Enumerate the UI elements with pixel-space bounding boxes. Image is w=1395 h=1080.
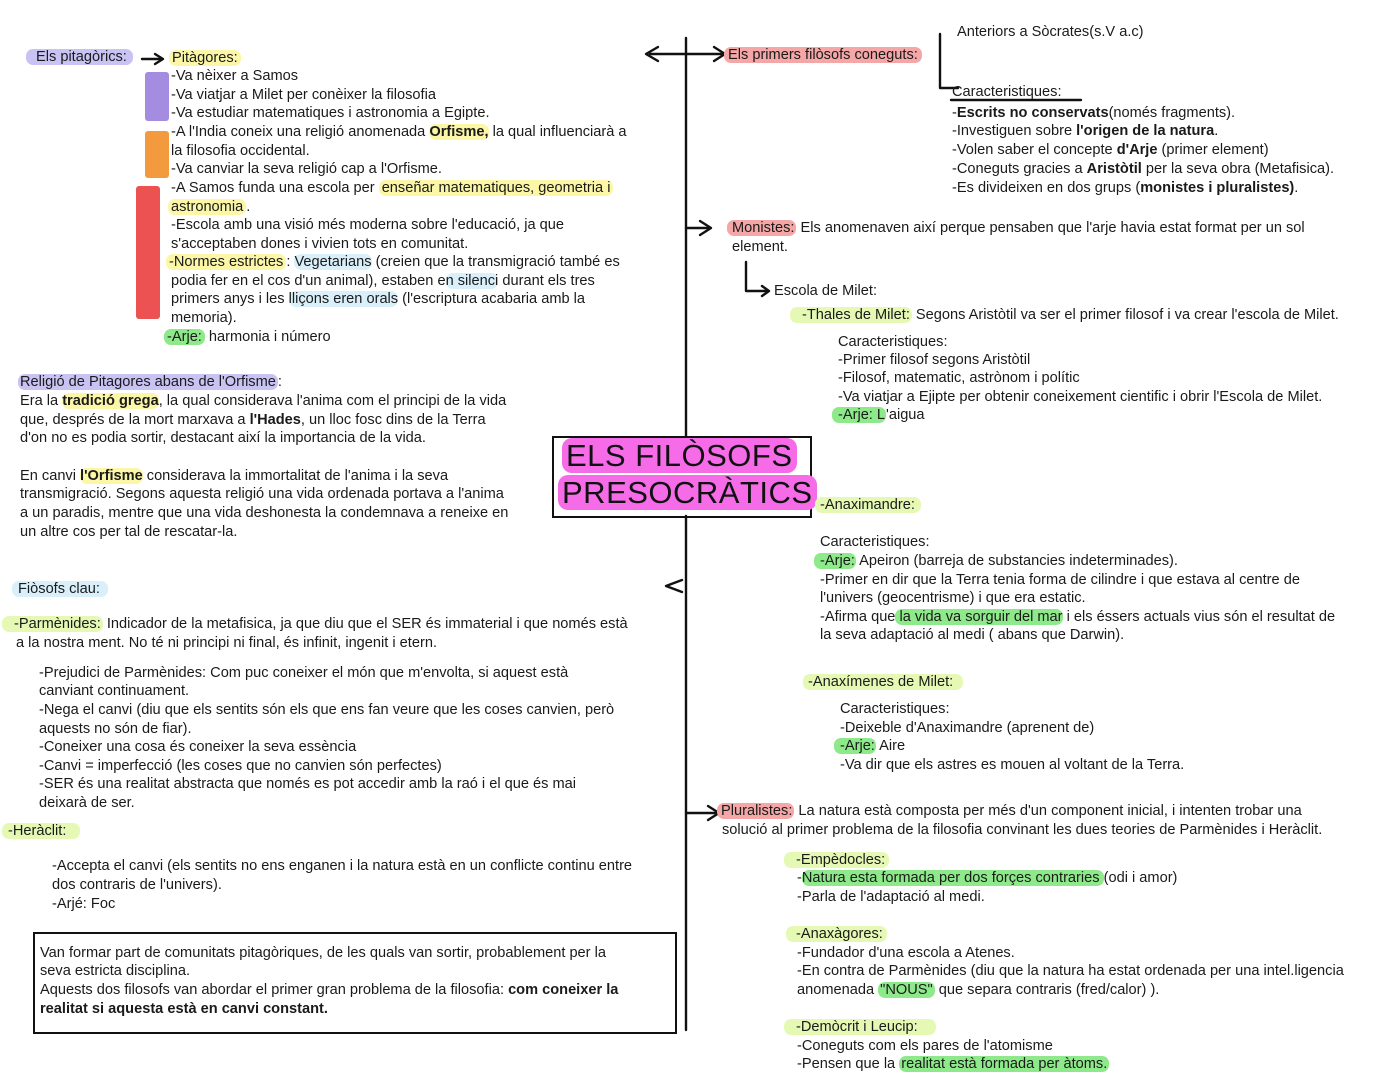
parmenides-p2: canviant continuament. <box>39 683 190 699</box>
note-l4: realitat si aquesta està en canvi constant. <box>40 1001 328 1017</box>
anaxagores-x2: -En contra de Parmènides (diu que la natura ha estat ordenada per una intel.ligencia <box>797 963 1344 979</box>
parmenides-p1: -Prejudici de Parmènides: Com puc coneixer el món que m'envolta, si aquest està <box>39 665 569 681</box>
parmenides-p4: aquests no són de fiar). <box>39 721 192 737</box>
religio-heading: Religió de Pitagores abans de l'Orfisme : <box>20 374 282 390</box>
empedocles-label: -Empèdocles: <box>784 851 889 870</box>
democrit-label: -Demòcrit i Leucip: <box>784 1018 936 1037</box>
religio-p2-l4: un altre cos per tal de rescatar-la. <box>20 524 238 540</box>
pitagores-l6: -Va canviar la seva religió cap a l'Orfisme. <box>171 161 442 177</box>
note-l1: Van formar part de comunitats pitagòriques, de les quals van sortir, probablement per la <box>40 945 606 961</box>
primers-anteriors: Anteriors a Sòcrates(s.V a.c) <box>957 24 1144 40</box>
parmenides-l2: a la nostra ment. No té ni principi ni final, és infinit, ingenit i etern. <box>16 635 438 651</box>
primers-c3: -Volen saber el concepte d'Arje (primer element) <box>952 142 1269 158</box>
pitagores-l7: -A Samos funda una escola per enseñar matematiques, geometria i <box>171 179 613 198</box>
parmenides-p3: -Nega el canvi (diu que els sentits són els que ens fan veure que les coses canvien, però <box>39 702 615 718</box>
anaximenes-label: -Anaxímenes de Milet: <box>803 673 963 692</box>
primers-caract: Caracteristiques: <box>952 84 1062 100</box>
religio-p1-l3: d'on no es podia sortir, destacant així la importancia de la vida. <box>20 430 426 446</box>
anaximenes-car: Caracteristiques: <box>840 701 950 717</box>
parmenides-l1: -Parmènides: Indicador de la metafisica, ja que diu que el SER és immaterial i que només està <box>2 615 628 634</box>
pitagores-l8: astronomia . <box>168 198 250 217</box>
parmenides-p8: deixarà de ser. <box>39 795 135 811</box>
thales-arje: -Arje: L'aigua <box>832 406 925 425</box>
escola-milet: Escola de Milet: <box>774 283 878 299</box>
pluralistes-l2: solució al primer problema de la filosofia convinant les dues teories de Parmènides i Heràclit. <box>722 822 1323 838</box>
pitagores-l14: memoria). <box>171 310 237 326</box>
heraclit-label: -Heràclit: <box>2 822 80 841</box>
primers-c5: -Es divideixen en dos grups (monistes i pluralistes). <box>952 180 1299 196</box>
parmenides-p7: -SER és una realitat abstracta que només es pot accedir amb la raó i el que és mai <box>39 776 577 792</box>
pitagores-l5: la filosofia occidental. <box>171 143 310 159</box>
pitagores-arje: -Arje: harmonia i número <box>164 328 331 347</box>
anaximandre-car: Caracteristiques: <box>820 534 930 550</box>
anaximandre-label: -Anaximandre: <box>815 496 921 515</box>
pitagores-l3: -Va estudiar matematiques i astronomia a Egipte. <box>171 105 490 121</box>
anaximandre-a4: la seva adaptació al medi ( abans que Darwin). <box>820 627 1125 643</box>
title-line-2: PRESOCRÀTICS <box>558 476 817 510</box>
parmenides-p6: -Canvi = imperfecció (les coses que no canvien són perfectes) <box>39 758 442 774</box>
orange-bar <box>145 131 169 178</box>
primers-c1: -Escrits no conservats(només fragments). <box>952 105 1236 121</box>
primers-c4: -Coneguts gracies a Aristòtil per la seva obra (Metafisica). <box>952 161 1335 177</box>
pitagores-l10: s'acceptaben dones i vivien tots en comunitat. <box>171 236 469 252</box>
pitagores-name: Pitàgores: <box>169 49 241 68</box>
thales-l1: -Thales de Milet: Segons Aristòtil va ser el primer filosof i va crear l'escola de Milet. <box>790 306 1339 325</box>
empedocles-e2: -Parla de l'adaptació al medi. <box>797 889 985 905</box>
note-l3: Aquests dos filosofs van abordar el primer gran problema de la filosofia: com coneixer la <box>40 982 619 998</box>
religio-p2-l1: En canvi l'Orfisme considerava la immortalitat de l'anima i la seva <box>20 468 449 484</box>
pitagorics-label: Els pitagòrics: <box>26 48 133 67</box>
religio-p2-l3: a un paradis, mentre que una vida deshonesta la condemnava a reneixe en <box>20 505 509 521</box>
pitagores-l2: -Va viatjar a Milet per conèixer la filosofia <box>171 87 436 103</box>
anaximenes-m1: -Deixeble d'Anaximandre (aprenent de) <box>840 720 1095 736</box>
title-line-1: ELS FILÒSOFS <box>562 439 797 473</box>
religio-p1-l1: Era la tradició grega, la qual considerava l'anima com el principi de la vida <box>20 393 507 409</box>
bracket-primers <box>940 34 958 88</box>
arrow-clau <box>666 580 682 592</box>
thales-t1: -Primer filosof segons Aristòtil <box>838 352 1031 368</box>
religio-p1-l2: que, després de la mort marxava a l'Hades, un lloc fosc dins de la Terra <box>20 412 486 428</box>
pitagores-l1: -Va nèixer a Samos <box>171 68 299 84</box>
pitagores-l11: -Normes estrictes : Vegetarians (creien que la transmigració també es <box>166 253 620 272</box>
thales-t3: -Va viatjar a Ejipte per obtenir coneixement cientific i obrir l'Escola de Milet. <box>838 389 1323 405</box>
democrit-d2: -Pensen que la realitat està formada per àtoms. <box>797 1056 1108 1072</box>
anaximandre-a1: -Primer en dir que la Terra tenia forma de cilindre i que estava al centre de <box>820 572 1300 588</box>
anaximandre-arje: -Arje: Apeiron (barreja de substancies indeterminades). <box>814 552 1178 571</box>
pluralistes-l1: Pluralistes: La natura està composta per més d'un component inicial, i intenten trobar una <box>717 802 1302 821</box>
democrit-d1: -Coneguts com els pares de l'atomisme <box>797 1038 1053 1054</box>
anaximenes-m2: -Va dir que els astres es mouen al voltant de la Terra. <box>840 757 1185 773</box>
red-bar <box>136 186 160 319</box>
religio-p2-l2: transmigració. Segons aquesta religió una vida ordenada portava a l'anima <box>20 486 504 502</box>
anaximandre-a2: l'univers (geocentrisme) i que era estatic. <box>820 590 1086 606</box>
empedocles-e1: -Natura esta formada per dos forçes contraries (odi i amor) <box>797 870 1178 886</box>
pitagores-l13: primers anys i les lliçons eren orals (l'escriptura acabaria amb la <box>171 291 586 307</box>
monistes-l1: Monistes: Els anomenaven així perque pensaben que l'arje havia estat format per un sol <box>727 219 1305 238</box>
primers-label: Els primers filòsofs coneguts: <box>724 46 922 65</box>
parmenides-p5: -Coneixer una cosa és coneixer la seva essència <box>39 739 357 755</box>
heraclit-l3: -Arjé: Foc <box>52 896 116 912</box>
thales-car: Caracteristiques: <box>838 334 948 350</box>
pitagores-l9: -Escola amb una visió més moderna sobre l'educació, ja que <box>171 217 564 233</box>
anaximandre-a3: -Afirma que la vida va sorguir del mar i els éssers actuals vius són el resultat de <box>820 609 1336 625</box>
anaxagores-x1: -Fundador d'una escola a Atenes. <box>797 945 1015 961</box>
thales-t2: -Filosof, matematic, astrònom i polític <box>838 370 1080 386</box>
primers-c2: -Investiguen sobre l'origen de la natura. <box>952 123 1219 139</box>
heraclit-l1: -Accepta el canvi (els sentits no ens enganen i la natura està en un conflicte continu entre <box>52 858 633 874</box>
pitagores-l4: -A l'India coneix una religió anomenada Orfisme, la qual influenciarà a <box>171 124 627 140</box>
anaximenes-arje: -Arje: Aire <box>834 737 905 756</box>
monistes-l2: element. <box>732 239 788 255</box>
anaxagores-x3: anomenada "NOUS" que separa contraris (fred/calor) ). <box>797 982 1160 998</box>
note-l2: seva estricta disciplina. <box>40 963 191 979</box>
purple-bar <box>145 72 169 121</box>
pitagores-l12: podia fer en el cos d'un animal), estaben en silenci durant els tres <box>171 273 595 289</box>
heraclit-l2: dos contraris de l'univers). <box>52 877 222 893</box>
anaxagores-label: -Anaxàgores: <box>786 925 887 944</box>
clau-heading: Fiòsofs clau: <box>12 580 108 599</box>
